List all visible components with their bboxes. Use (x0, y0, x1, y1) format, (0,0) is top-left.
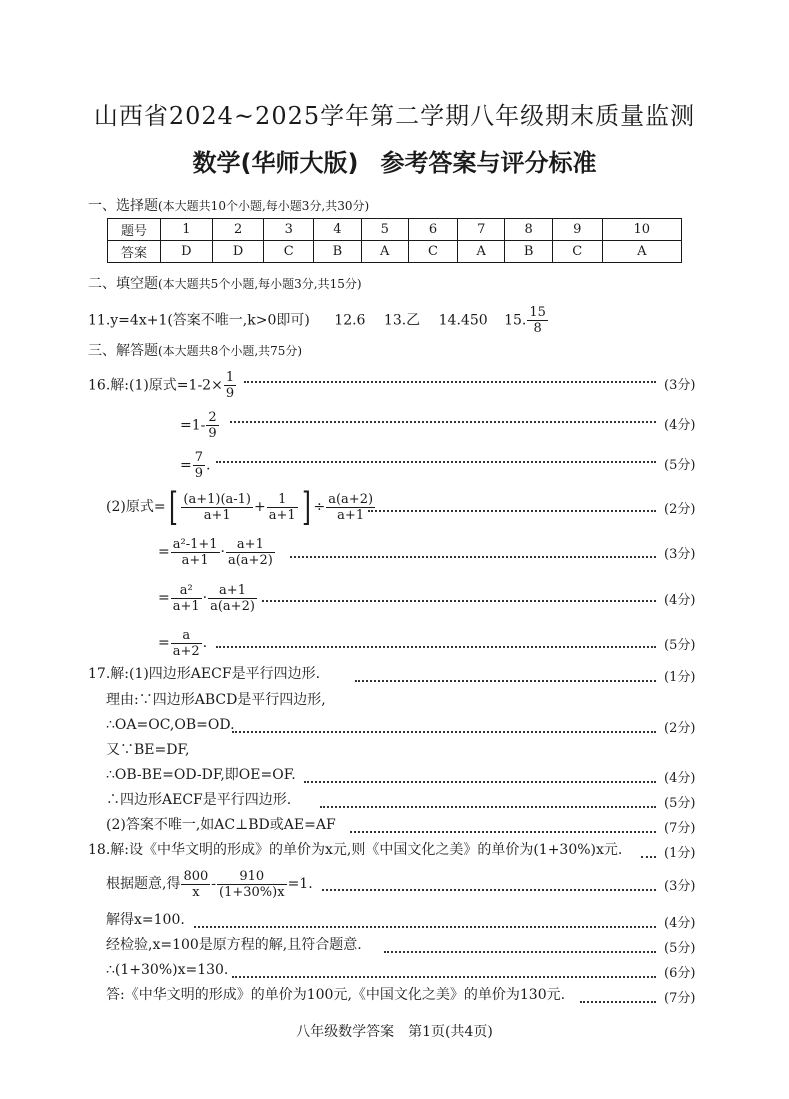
fraction-numerator: a² (171, 583, 202, 599)
section-fill-heading (88, 273, 362, 293)
subtitle-subject: 数学(华师大版) (192, 149, 359, 177)
q17-line-1: 17.解:(1)四边形AECF是平行四边形. (88, 666, 321, 682)
section-choice-heading (88, 195, 369, 215)
table-cell: 1 (161, 219, 213, 241)
score: (4分) (664, 771, 696, 786)
q16-line-2 (180, 410, 220, 441)
table-cell: A (602, 241, 681, 263)
leader-dots (232, 976, 656, 978)
score: (2分) (664, 721, 696, 736)
fraction (193, 450, 205, 481)
table-cell: 3 (264, 219, 314, 241)
score: (4分) (664, 593, 696, 608)
fraction (181, 869, 210, 900)
fraction (206, 410, 218, 441)
fraction-numerator: a²-1+1 (172, 536, 218, 552)
line-text: 根据题意,得 (106, 876, 181, 892)
q16-line-5 (158, 533, 276, 571)
section-note: (本大题共5个小题,每小题3分,共15分) (158, 277, 362, 291)
section-note: (本大题共8个小题,共75分) (158, 344, 303, 358)
fraction-denominator: 9 (194, 466, 204, 481)
fraction (171, 537, 220, 568)
answer-table (107, 218, 682, 263)
score: (2分) (664, 502, 696, 517)
page-footer: 八年级数学答案 第1页(共4页) (296, 1024, 493, 1040)
fraction (181, 492, 253, 523)
fraction-denominator: 9 (225, 386, 235, 401)
fraction-numerator: 15 (529, 305, 546, 320)
score: (3分) (664, 879, 696, 894)
table-cell: B (505, 241, 553, 263)
score: (5分) (664, 796, 696, 811)
fraction-numerator: a+1 (208, 583, 257, 599)
table-cell: 7 (458, 219, 505, 241)
q17-line-6: ∴四边形AECF是平行四边形. (106, 792, 292, 808)
q18-line-4: 经检验,x=100是原方程的解,且符合题意. (106, 937, 362, 953)
line-text: = (158, 544, 170, 560)
section-note: (本大题共10个小题,每小题3分,共30分) (158, 199, 370, 213)
line-text: 16.解:(1)原式=1-2× (88, 377, 223, 394)
fraction-denominator: a+1 (337, 507, 365, 523)
leader-dots (216, 461, 656, 463)
table-cell: A (361, 241, 408, 263)
leader-dots (368, 510, 656, 512)
fraction-denominator: 8 (533, 321, 542, 336)
fraction (208, 583, 257, 614)
document-subtitle (0, 143, 789, 178)
q18-line-5: ∴(1+30%)x=130. (106, 962, 229, 978)
section-solve-heading (88, 340, 302, 360)
leader-dots (322, 889, 656, 891)
leader-dots (194, 926, 656, 928)
q18-line-6: 答:《中华文明的形成》的单价为100元,《中国文化之美》的单价为130元. (106, 987, 566, 1003)
fraction-numerator: a+1 (226, 537, 275, 553)
score: (3分) (664, 378, 696, 393)
table-cell: 6 (408, 219, 458, 241)
q13-answer: 13.乙 (383, 312, 421, 329)
table-cell: 4 (313, 219, 361, 241)
table-cell: 5 (361, 219, 408, 241)
q18-line-3: 解得x=100. (106, 912, 185, 928)
operator: · (202, 590, 208, 606)
fraction-numerator: a(a+2) (328, 491, 374, 507)
table-cell: C (553, 241, 603, 263)
fraction-numerator: 2 (208, 410, 217, 425)
q17-line-3: ∴OA=OC,OB=OD. (106, 717, 235, 733)
score: (7分) (664, 991, 696, 1006)
operator: · (220, 544, 225, 560)
score: (5分) (664, 458, 696, 473)
line-text: =1- (180, 417, 206, 434)
fraction-numerator: a (171, 628, 202, 644)
table-cell: 8 (505, 219, 553, 241)
q18-line-1: 18.解:设《中华文明的形成》的单价为x元,则《中国文化之美》的单价为(1+30%)x元. (88, 842, 623, 858)
table-cell: D (212, 241, 264, 263)
leader-dots (304, 781, 656, 783)
fraction-denominator: a(a+2) (210, 598, 255, 614)
q16-line-7 (158, 624, 207, 662)
q15-number: 15. (504, 312, 527, 329)
q17-line-7: (2)答案不唯一,如AC⊥BD或AE=AF (106, 817, 336, 833)
fraction (171, 583, 202, 614)
operator: + (254, 499, 266, 515)
fraction-denominator: (1+30%)x (219, 884, 285, 900)
line-text: = (158, 590, 170, 606)
fraction (267, 492, 298, 523)
line-text: = (158, 635, 170, 651)
q18-line-2 (106, 865, 313, 903)
line-text: =1. (287, 876, 313, 892)
operator: - (211, 876, 217, 892)
table-head-answer: 答案 (108, 241, 161, 263)
leader-dots (320, 806, 656, 808)
fraction-numerator: 910 (217, 869, 287, 885)
q17-line-5: ∴OB-BE=OD-DF,即OE=OF. (106, 767, 296, 783)
leader-dots (290, 556, 656, 558)
line-text: = (180, 457, 192, 474)
score: (6分) (664, 966, 696, 981)
line-text: . (206, 457, 211, 474)
score: (7分) (664, 821, 696, 836)
fraction-numerator: (a+1)(a-1) (183, 491, 252, 507)
table-head-number: 题号 (108, 219, 161, 241)
table-cell: 9 (553, 219, 603, 241)
q16-line-3 (180, 450, 210, 481)
fraction-numerator: 1 (267, 492, 298, 508)
fraction-denominator: a(a+2) (227, 552, 273, 568)
right-bracket: ] (301, 485, 311, 529)
q11-number: 11. (88, 312, 111, 329)
subtitle-kind: 参考答案与评分标准 (380, 149, 597, 177)
q16-line-6 (158, 579, 258, 617)
q15-fraction (527, 305, 548, 336)
leader-dots (230, 421, 656, 423)
q11-answer: y=4x+1(答案不唯一,k>0即可) (110, 312, 310, 329)
line-text: . (202, 635, 208, 651)
section-label: 一、选择题 (88, 198, 158, 214)
score: (1分) (664, 670, 696, 685)
table-cell: A (458, 241, 505, 263)
fraction-denominator: 9 (208, 426, 217, 441)
leader-dots (232, 731, 656, 733)
table-cell: C (264, 241, 314, 263)
score: (5分) (664, 941, 696, 956)
leader-dots (262, 600, 656, 602)
leader-dots (355, 680, 656, 682)
fraction-numerator: 1 (225, 370, 235, 385)
fill-answers (88, 305, 549, 336)
leader-dots (580, 1001, 656, 1003)
q12-answer: 12.6 (334, 312, 366, 329)
leader-dots (641, 856, 656, 858)
section-label: 三、解答题 (88, 343, 158, 359)
score: (4分) (664, 916, 696, 931)
table-cell: 10 (602, 219, 681, 241)
section-label: 二、填空题 (88, 276, 158, 292)
fraction (226, 537, 275, 568)
score: (4分) (664, 418, 696, 433)
line-text: (2)原式= (106, 499, 166, 515)
fraction-denominator: a+1 (181, 552, 209, 568)
fraction-denominator: a+1 (203, 507, 231, 523)
fraction (326, 492, 375, 523)
fraction (224, 370, 236, 401)
table-cell: 2 (212, 219, 264, 241)
fraction-numerator: 7 (194, 450, 204, 465)
table-cell: D (161, 241, 213, 263)
q17-line-4: 又∵BE=DF, (106, 742, 190, 758)
fraction-denominator: x (192, 884, 200, 900)
q14-answer: 14.450 (438, 312, 488, 329)
table-cell: B (313, 241, 361, 263)
score: (3分) (664, 547, 696, 562)
score: (1分) (664, 846, 696, 861)
fraction (171, 628, 202, 659)
fraction-denominator: a+2 (172, 643, 200, 659)
operator: ÷ (313, 499, 326, 515)
leader-dots (216, 646, 656, 648)
leader-dots (350, 831, 656, 833)
answer-table-answer-row (108, 241, 682, 263)
left-bracket: [ (168, 485, 178, 529)
fraction-denominator: a+1 (172, 598, 200, 614)
fraction-denominator: a+1 (268, 507, 296, 523)
table-cell: C (408, 241, 458, 263)
q16-line-4 (106, 485, 376, 529)
leader-dots (244, 381, 656, 383)
score: (5分) (664, 638, 696, 653)
fraction (217, 869, 287, 900)
leader-dots (384, 951, 656, 953)
q17-line-2: 理由:∵四边形ABCD是平行四边形, (106, 692, 326, 708)
answer-table-number-row (108, 219, 682, 241)
document-title: 山西省2024~2025学年第二学期八年级期末质量监测 (93, 102, 696, 130)
fraction-numerator: 800 (183, 868, 209, 884)
q16-line-1 (88, 370, 237, 401)
